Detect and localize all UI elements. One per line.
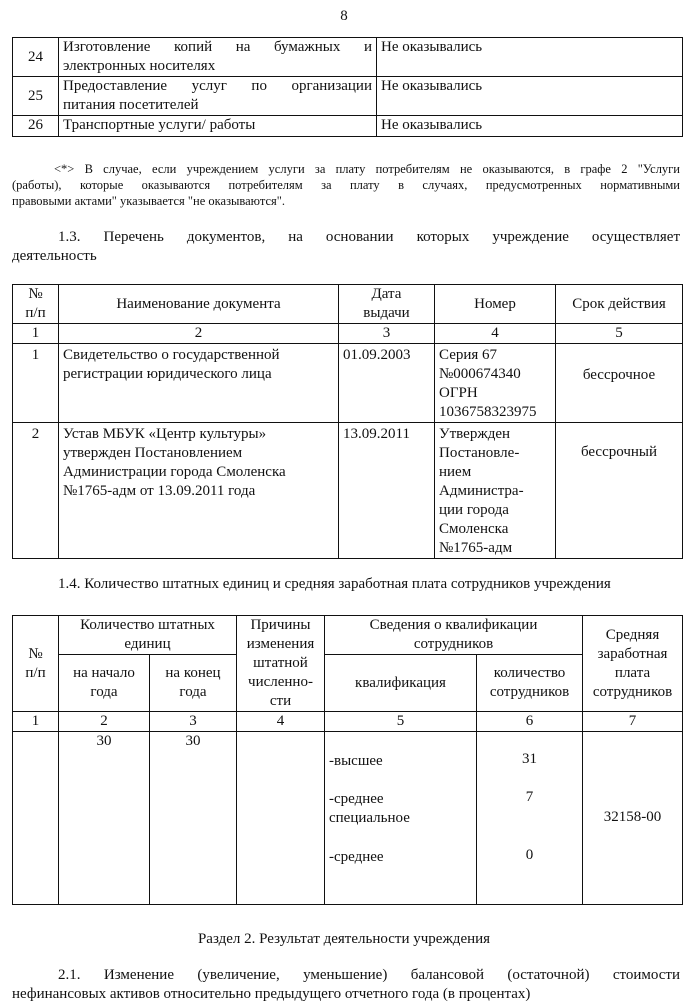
validity: бессрочное — [556, 344, 683, 423]
section-1-4-heading: 1.4. Количество штатных единиц и средняя заработная плата сотрудников учреждения — [58, 576, 611, 592]
section-heading-line: 2.1. Изменение (увеличение, уменьшение) балансовой (остаточной) стоимости — [58, 967, 680, 983]
issue-date: 01.09.2003 — [339, 344, 435, 423]
average-salary: 32158-00 — [583, 732, 683, 905]
footnote-line: (работы), которые оказываются потребителям за плату в случаях, предусмотренных нормативными — [12, 178, 680, 192]
column-header: на начало года — [59, 655, 150, 712]
documents-table — [12, 284, 683, 559]
start-year-count: 30 — [59, 732, 150, 905]
table-header-row — [13, 285, 683, 324]
column-header: квалификация — [325, 655, 477, 712]
staff-count: 0 — [525, 847, 534, 863]
column-header: Средняя заработная плата сотрудников — [583, 616, 683, 712]
row-number: 24 — [13, 38, 59, 77]
column-number-row — [13, 324, 683, 344]
change-reasons — [237, 732, 325, 905]
row-number: 25 — [13, 77, 59, 116]
qualification-label: -среднее специальное — [329, 791, 410, 826]
service-name — [59, 38, 377, 77]
column-number: 4 — [435, 324, 556, 344]
column-number: 1 — [13, 712, 59, 732]
section-heading-line: нефинансовых активов относительно предыдущего отчетного года (в процентах) — [12, 986, 531, 1002]
end-year-count: 30 — [150, 732, 237, 905]
column-number: 2 — [59, 712, 150, 732]
service-name-line: электронных носителях — [63, 58, 216, 74]
document-name: Устав МБУК «Центр культуры» утвержден Постановлением Администрации города Смоленска №1765-адм от 13.09.2011 года — [59, 423, 339, 559]
document-number: Утвержден Постановле- нием Администра- ции города Смоленска №1765-адм — [435, 423, 556, 559]
column-header: Причины изменения штатной численно- сти — [237, 616, 325, 712]
validity: бессрочный — [556, 423, 683, 559]
issue-date: 13.09.2011 — [339, 423, 435, 559]
column-number: 5 — [325, 712, 477, 732]
table-row — [13, 77, 683, 116]
column-number: 5 — [556, 324, 683, 344]
row-number: 26 — [13, 116, 59, 137]
section-2-1-heading — [12, 966, 680, 1004]
column-number: 2 — [59, 324, 339, 344]
section-1-3-heading — [12, 228, 680, 266]
footnote — [12, 161, 680, 209]
row-number — [13, 732, 59, 905]
column-header: количество сотрудников — [477, 655, 583, 712]
column-number: 3 — [150, 712, 237, 732]
column-number: 6 — [477, 712, 583, 732]
table-row — [13, 344, 683, 423]
table-header-row — [13, 655, 683, 712]
qualification-counts — [477, 732, 583, 905]
service-status: Не оказывались — [377, 116, 683, 137]
column-number: 4 — [237, 712, 325, 732]
column-number: 3 — [339, 324, 435, 344]
staff-count: 7 — [525, 789, 534, 805]
column-number: 1 — [13, 324, 59, 344]
table-row — [13, 423, 683, 559]
column-number-row — [13, 712, 683, 732]
column-header: Количество штатных единиц — [59, 616, 237, 655]
table-row — [13, 116, 683, 137]
section-heading-line: деятельность — [12, 248, 97, 264]
footnote-line: правовыми актами" указывается "не оказываются". — [12, 194, 285, 208]
column-number: 7 — [583, 712, 683, 732]
staff-count: 31 — [522, 751, 537, 767]
row-number: 2 — [13, 423, 59, 559]
qualification-list — [325, 732, 477, 905]
column-header: Номер — [435, 285, 556, 324]
column-header: Дата выдачи — [339, 285, 435, 324]
service-name-line: питания посетителей — [63, 97, 199, 113]
document-number: Серия 67 №000674340 ОГРН 1036758323975 — [435, 344, 556, 423]
service-name-line: Изготовление копий на бумажных и — [63, 39, 372, 55]
qualification-label: -среднее — [329, 849, 384, 865]
footnote-line: <*> В случае, если учреждением услуги за плату потребителям не оказываются, в графе 2 "Услуги — [54, 162, 680, 176]
column-header: № п/п — [13, 285, 59, 324]
column-header: Сведения о квалификации сотрудников — [325, 616, 583, 655]
column-header: № п/п — [13, 616, 59, 712]
service-status: Не оказывались — [377, 38, 683, 77]
section-heading-line: 1.3. Перечень документов, на основании которых учреждение осуществляет — [58, 229, 680, 245]
table-row — [13, 732, 683, 905]
column-header: Срок действия — [556, 285, 683, 324]
qualification-label: -высшее — [329, 753, 383, 769]
service-name — [59, 77, 377, 116]
column-header: на конец года — [150, 655, 237, 712]
service-status: Не оказывались — [377, 77, 683, 116]
page-number: 8 — [340, 8, 348, 24]
service-name: Транспортные услуги/ работы — [59, 116, 377, 137]
staff-table — [12, 615, 683, 905]
table-header-row — [13, 616, 683, 655]
table-row — [13, 38, 683, 77]
column-header: Наименование документа — [59, 285, 339, 324]
services-table — [12, 37, 683, 137]
section-2-title: Раздел 2. Результат деятельности учреждения — [197, 931, 491, 947]
document-name: Свидетельство о государственной регистрации юридического лица — [59, 344, 339, 423]
service-name-line: Предоставление услуг по организации — [63, 78, 372, 94]
row-number: 1 — [13, 344, 59, 423]
